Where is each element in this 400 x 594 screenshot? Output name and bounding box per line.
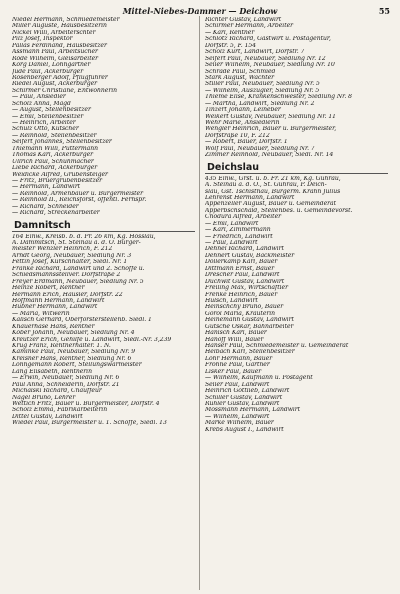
directory-entry: Kreutzer Erich, Gehilfe u. Landwirt, Siedl.-Nr. 3,239 — [12, 336, 172, 343]
directory-entry: — Robert, Bauer, Dorfstr. 1 — [205, 139, 288, 146]
directory-entry: Frenke Heinrich, Bauer — [205, 291, 278, 298]
left-entries-top — [12, 17, 195, 217]
directory-entry: Scholz Kurt, Landwirt, Dorfstr. 7 — [205, 49, 305, 56]
directory-entry: Dehnel Richard, Landwirt — [205, 246, 284, 253]
directory-entry: Dehnert Gustav, Bäckmeister — [205, 252, 295, 259]
directory-entry: — Richard, Streckenarbeiter — [12, 210, 100, 217]
directory-entry: — Martha, Landwirt, Siedlung Nr. 2 — [205, 100, 315, 107]
directory-entry: — Friedrich, Landwirt — [205, 233, 273, 240]
directory-entry: Scholz Emma, Fabrikarbeiterin — [12, 407, 108, 414]
directory-entry: Hulsch, Landwirt — [205, 297, 258, 304]
directory-entry: Pallas Ferdinand, Hausbesitzer — [12, 42, 107, 49]
directory-entry: Wolf Paul, Neubauer, Siedlung Nr. 7 — [205, 145, 315, 152]
directory-entry: Stiller Paul, Neubauer, Siedlung Nr. 5 — [205, 81, 320, 88]
running-title: Mittel-Niebes-Dammer — Deichow — [122, 6, 278, 16]
directory-entry: Liebe Richard, Ackerbürger — [12, 165, 98, 172]
directory-entry: — Wilhelm, Kaufmann u. Postagent — [205, 375, 313, 382]
directory-entry: Korg Daniel, Lohngärtner — [12, 62, 91, 69]
directory-entry: — Karl, Rentner — [205, 29, 255, 36]
directory-entry: — Heinrich, Arbeiter — [12, 120, 76, 126]
directory-entry: Niedel Hermann, Schmiedemeister — [12, 17, 120, 23]
directory-entry: — Richard, Schneider — [12, 203, 79, 210]
directory-entry: Schulz Otto, Kutscher — [12, 126, 79, 133]
directory-entry: — August, Stellenbesitzer — [12, 107, 91, 114]
directory-entry: Kober Johann, Neubauer, Siedlung Nr. 4 — [12, 330, 135, 337]
directory-entry: Apperbschschald, Stellenbes. u. Gemeindevorst. — [205, 207, 353, 214]
directory-entry: Hanisch Karl, Bauer — [205, 330, 267, 337]
directory-entry: Rühler Gustav, Landwirt — [205, 400, 280, 407]
directory-entry: Krebs August I., Landwirt — [205, 426, 284, 433]
directory-entry: — Paul, Landwirt — [205, 240, 258, 246]
section-heading-deichslau: Deichslau — [205, 162, 388, 174]
directory-entry: Stark August, Wächter — [205, 74, 275, 81]
directory-entry: Rosenberger Adolf, Pflugführer — [12, 74, 108, 81]
directory-entry: meister Wenzler Heinrich, F. 212 — [12, 246, 113, 253]
directory-entry: Lohr Hermann, Bauer — [205, 355, 273, 362]
directory-entry: — Reinhold, Stellenbesitzer — [12, 132, 97, 139]
directory-entry: Dittmann Ernst, Bauer — [205, 265, 275, 272]
directory-entry: Knauerhase Hans, Rentner — [12, 323, 95, 330]
directory-entry: Wehr Marie, Ansiedlerin — [205, 120, 280, 126]
directory-entry: Appenzeller August, Bauer u. Gemeinderat — [205, 201, 337, 208]
directory-entry: Riedel August, Ackerbürger — [12, 81, 98, 88]
directory-entry: Rode Wilhelm, Gleisarbeiter — [12, 55, 99, 62]
directory-entry: — Reinhold II., Reichsforst, offentl. Fernspr. — [12, 197, 147, 204]
right-heading-wrap — [205, 159, 388, 176]
directory-entry: Jude Paul, Ackerbürger — [12, 68, 84, 75]
directory-entry: Paul Anna, Schneiderin, Dorfstr. 21 — [12, 381, 120, 388]
directory-entry: — Fritz, Bruergrubenbesitzer — [12, 177, 103, 184]
directory-entry: Dorfstr. 5, F. 154 — [205, 42, 257, 49]
directory-entry: 164 Einw., Kreisb. b. d. Pr. 26 km, Kg. Hosslau, — [12, 233, 156, 240]
directory-entry: Schiedsmannsstellver. Dorfstraße 2 — [12, 272, 121, 279]
directory-entry: — Hermann, Landwirt — [12, 184, 81, 191]
directory-entry: Franke Richard, Landwirt und 2. Schöffe u. — [12, 265, 145, 272]
directory-entry: Schrade Paul, Schmied — [205, 68, 276, 75]
directory-entry: — Maria, Witwerin — [12, 310, 70, 317]
directory-entry: Lehrenst Hermann, Landwirt — [205, 194, 295, 201]
directory-entry: Gutsche Oskar, Bahnarbeiter — [205, 323, 294, 330]
directory-entry: Schirmer Christiane, Entwöhnerin — [12, 87, 117, 94]
directory-entry: A. Steinau a. d. O., St. Guhrau, P. Deich- — [205, 182, 327, 189]
directory-entry: Wengler Heinrich, Bauer u. Bürgermeister, — [205, 126, 337, 133]
directory-entry: Wiedel Paul, Bürgermeister u. 1. Schöffe, Siedl. 13 — [12, 420, 167, 427]
left-heading-wrap — [12, 217, 195, 234]
directory-entry: Schirmer Hermann, Arbeiter — [205, 23, 294, 30]
directory-entry: — Emil, Stellenbesitzer — [12, 113, 84, 120]
directory-entry: — Emil, Landwirt — [205, 220, 259, 227]
directory-entry: Wettich Fritz, Bauer u. Bürgermeister, Dorfstr. 4 — [12, 400, 160, 407]
directory-entry: Lonngemann Robert, Stellungswärmeister — [12, 362, 142, 369]
directory-entry: Arndt Georg, Neubauer, Siedlung Nr. 3 — [12, 252, 132, 259]
directory-entry: Schiller Gustav, Landwirt — [205, 394, 283, 401]
directory-entry: Hanser Paul, Schmiedemeister u. Gemeinderat — [205, 343, 349, 349]
directory-entry: Hanoff Willi, Bauer — [205, 336, 264, 343]
directory-entry: — Paul, Ansiedler — [12, 94, 66, 101]
directory-entry: Kalisch Gerhard, Oberförsterstellenb. Siedl. 1 — [12, 317, 152, 324]
directory-entry: Lang Elisabeth, Rentnerin — [12, 368, 92, 375]
directory-entry: — Erwin, Neubauer, Siedlung Nr. 6 — [12, 375, 120, 382]
directory-entry: Hübner Hermann, Landwirt — [12, 304, 98, 311]
right-entries-top — [205, 17, 388, 159]
directory-entry: Schlotz Richard, Gastwirt u. Postagentur, — [205, 36, 331, 43]
directory-entry: Duchwit Gustav, Landwirt — [205, 278, 285, 285]
directory-entry: A. Dammitsch, St. Steinau a. d. O. Bürger- — [12, 240, 141, 246]
section-heading-damnitsch: Damnitsch — [12, 220, 195, 232]
directory-entry: Hermann Erich, Häusler, Dorfstr. 22 — [12, 291, 123, 298]
directory-entry: Mossmann Hermann, Landwirt — [205, 407, 301, 414]
directory-entry: Richter Gustav, Landwirt — [205, 17, 282, 23]
directory-entry: — Wilhelm, Landwirt — [205, 413, 270, 420]
page-number: 55 — [378, 6, 390, 16]
directory-entry: Kaminke Paul, Neubauer, Siedlung Nr. 9 — [12, 349, 136, 356]
directory-entry: Nagel Bruno, Lehrer — [12, 394, 76, 401]
directory-entry: Hoffmann Hermann, Landwirt — [12, 297, 105, 304]
directory-entry: Gorol Maria, Kräuterin — [205, 310, 276, 317]
directory-entry: 435 Einw., Grst. u. b. Fr. 21 km, Kg. Guhrau, — [205, 175, 341, 182]
directory-entry: Thiemann Willi, Puttermann — [12, 145, 98, 152]
directory-entry: Seifert Paul, Neubauer, Siedlung Nr. 12 — [205, 55, 326, 62]
directory-entry: Heinemann Gustav, Landwirt — [205, 317, 294, 324]
directory-entry: — Reinhold, Armenbauer u. Bürgermeister — [12, 190, 143, 197]
directory-entry: Freiling Max, Wirtschaftler — [205, 285, 288, 292]
directory-entry: Helbach Karl, Stellenbesitzer — [205, 349, 295, 356]
directory-entry: Fettin Josef, Kürschhalter, Siedl. Nr. 1 — [12, 259, 128, 266]
directory-entry: Lisker Paul, Bauer — [205, 368, 262, 375]
directory-entry: — Wilhelm, Auszügler, Siedlung Nr. 5 — [205, 87, 320, 94]
directory-entry: Seifert Johannes, Stellenbesitzer — [12, 139, 112, 146]
directory-entry: Fröhne Paul, Gärtner — [205, 362, 270, 369]
directory-entry: Heinschchy Bruno, Bauer — [205, 304, 284, 311]
directory-entry: Michalski Richard, Chauffeur — [12, 388, 102, 395]
right-column — [205, 17, 388, 591]
directory-entry: Freyer Erdmann, Neubauer, Siedlung Nr. 5 — [12, 278, 144, 285]
directory-entry: Krug Franz, Rentnerhalter. 1. N. — [12, 343, 111, 349]
directory-entry: Dorfstraße 10, F. 212 — [205, 132, 270, 139]
directory-entry: Zimmer Reinhold, Neubauer, Siedl. Nr. 14 — [205, 152, 334, 159]
directory-entry: Seiler Wilhelm, Neubauer, Siedlung Nr. 10 — [205, 62, 335, 69]
directory-entry: Dollerkamp Karl, Bauer — [205, 259, 278, 266]
left-column — [12, 17, 195, 591]
directory-entry: — Karl, Zimmermann — [205, 227, 271, 234]
directory-entry: Weidicke Alfred, Grubensteiger — [12, 171, 108, 178]
directory-entry: Dittel Gustav, Landwirt — [12, 413, 83, 420]
column-divider — [199, 16, 200, 590]
left-entries-bottom — [12, 234, 195, 427]
directory-entry: Weikert Gustav, Neubauer, Siedlung Nr. 11 — [205, 113, 336, 120]
directory-entry: Seller Paul, Landwirt — [205, 381, 270, 388]
directory-entry: Miller Auguste, Hausbesitzerin — [12, 23, 107, 30]
directory-entry: slau, Gst. Tschistnau, Bürgerm. Krahn Julius — [205, 188, 341, 195]
directory-entry: Scholz Anna, Magd — [12, 100, 71, 107]
directory-entry: Assmann Paul, Arbeitsucher — [12, 49, 98, 56]
directory-entry: Chodura Alfred, Arbeiter — [205, 214, 282, 221]
directory-entry: Heinze Robert, Rentner — [12, 285, 85, 292]
directory-entry: Thieme Elise, Krankenschwester, Siedlung Nr. 8 — [205, 94, 352, 101]
directory-entry: Drescher Paul, Landwirt — [205, 272, 280, 279]
directory-entry: Marke Wilhelm, Bauer — [205, 420, 274, 427]
directory-entry: Heinrich Gottlieb, Landwirt — [205, 388, 290, 395]
directory-entry: Thomas Karl, Ackerbürger — [12, 152, 94, 159]
directory-entry: Kreisner Hans, Rentner, Siedlung Nr. 6 — [12, 355, 132, 362]
directory-entry: Pilz Josef, Inspektor — [12, 36, 73, 43]
right-entries-bottom — [205, 176, 388, 434]
directory-entry: Nickel Willi, Arbeiterschter — [12, 29, 96, 36]
directory-entry: Ullrich Paul, Schuhmacher — [12, 158, 94, 165]
directory-entry: Tinzert Johann, Leineber — [205, 107, 281, 114]
